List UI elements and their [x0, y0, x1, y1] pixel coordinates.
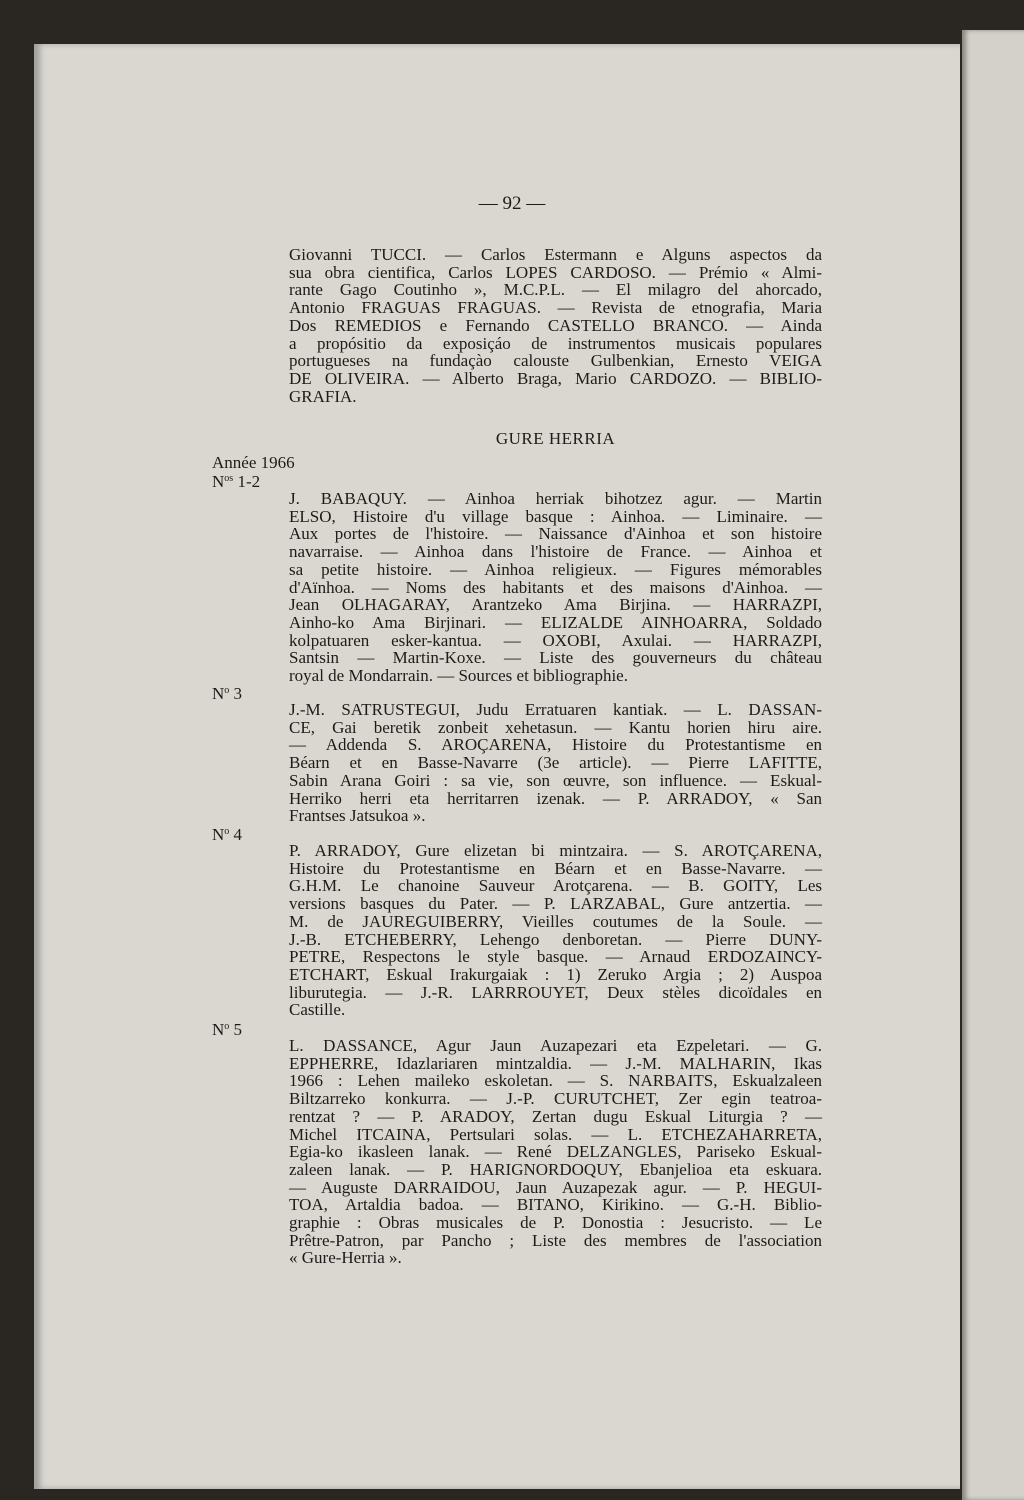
- text-line: royal de Mondarrain. — Sources et bibliographie.: [289, 666, 628, 686]
- issue-contents: [289, 842, 822, 1019]
- text-line: Biltzarreko konkurra. — J.-P. CURUTCHET, Zer egin teatroa-: [289, 1089, 822, 1109]
- text-line: 1966 : Lehen maileko eskoletan. — S. NARBAITS, Eskualzaleen: [289, 1071, 822, 1091]
- text-line: Béarn et en Basse-Navarre (3e article). — Pierre LAFITTE,: [289, 753, 822, 773]
- issue-label-part: 1-2: [233, 472, 261, 491]
- text-line: Jean OLHAGARAY, Arantzeko Ama Birjina. — HARRAZPI,: [289, 595, 822, 615]
- issue-label-part: 3: [229, 684, 243, 703]
- issue-number-label: [212, 825, 242, 845]
- text-line: Herriko herri eta herritarren izenak. — P. ARRADOY, « San: [289, 788, 822, 808]
- text-line: portugueses na fundaçào calouste Gulbenkian, Ernesto VEIGA: [289, 351, 822, 371]
- issue-number-label: [212, 684, 242, 704]
- text-line: Histoire du Protestantisme en Béarn et en Basse-Navarre. —: [289, 858, 822, 878]
- text-line: Aux portes de l'histoire. — Naissance d'Ainhoa et son histoire: [289, 524, 822, 544]
- text-line: versions basques du Pater. — P. LARZABAL, Gure antzertia. —: [289, 894, 822, 914]
- issue-label-part: N: [212, 472, 225, 491]
- issue-label-part: 5: [229, 1020, 243, 1039]
- facing-page-edge: [962, 30, 1024, 1500]
- text-line: Dos REMEDIOS e Fernando CASTELLO BRANCO. — Ainda: [289, 315, 822, 335]
- issue-label-part: o: [224, 1021, 230, 1032]
- text-line: kolpatuaren esker-kantua. — OXOBI, Axulai. — HARRAZPI,: [289, 630, 822, 650]
- text-line: TOA, Artaldia badoa. — BITANO, Kirikino. — G.-H. Biblio-: [289, 1195, 822, 1215]
- text-line: navarraise. — Ainhoa dans l'histoire de France. — Ainhoa et: [289, 542, 822, 562]
- text-line: graphie : Obras musicales de P. Donostia : Jesucristo. — Le: [289, 1213, 822, 1233]
- text-line: ELSO, Histoire d'u village basque : Ainhoa. — Liminaire. —: [289, 506, 822, 526]
- issue-label-part: N: [212, 1020, 225, 1039]
- year-label: Année 1966: [212, 453, 295, 472]
- text-line: Antonio FRAGUAS FRAGUAS. — Revista de etnografia, Maria: [289, 298, 822, 318]
- text-line: Michel ITCAINA, Pertsulari solas. — L. ETCHEZAHARRETA,: [289, 1124, 822, 1144]
- text-line: Giovanni TUCCI. — Carlos Estermann e Alguns aspectos da: [289, 245, 822, 264]
- text-line: M. de JAUREGUIBERRY, Vieilles coutumes de la Soule. —: [289, 911, 822, 931]
- text-line: Ainho-ko Ama Birjinari. — ELIZALDE AINHOARRA, Soldado: [289, 612, 822, 632]
- text-line: G.H.M. Le chanoine Sauveur Arotçarena. — B. GOITY, Les: [289, 876, 822, 896]
- text-line: Egia-ko ikasleen lanak. — René DELZANGLES, Pariseko Eskual-: [289, 1142, 822, 1162]
- text-line: a propósitio da exposiçáo de instrumentos musicais populares: [289, 333, 822, 353]
- issue-contents: [289, 490, 822, 685]
- text-line: L. DASSANCE, Agur Jaun Auzapezari eta Ezpeletari. — G.: [289, 1036, 822, 1055]
- text-line: PETRE, Respectons le style basque. — Arnaud ERDOZAINCY-: [289, 947, 822, 967]
- text-line: liburutegia. — J.-R. LARRROUYET, Deux stèles dicoïdales en: [289, 982, 822, 1002]
- text-line: DE OLIVEIRA. — Alberto Braga, Mario CARDOZO. — BIBLIO-: [289, 368, 822, 388]
- text-line: GRAFIA.: [289, 386, 357, 406]
- text-line: Frantses Jatsukoa ».: [289, 806, 426, 826]
- text-line: rentzat ? — P. ARADOY, Zertan dugu Eskual Liturgia ? —: [289, 1106, 822, 1126]
- text-line: J. BABAQUY. — Ainhoa herriak bihotzez agur. — Martin: [289, 489, 822, 508]
- text-line: Sabin Arana Goiri : sa vie, son œuvre, son influence. — Eskual-: [289, 770, 822, 790]
- text-line: J.-B. ETCHEBERRY, Lehengo denboretan. — Pierre DUNY-: [289, 929, 822, 949]
- issue-label-part: o: [224, 685, 230, 696]
- text-line: ETCHART, Eskual Irakurgaiak : 1) Zeruko Argia ; 2) Auspoa: [289, 964, 822, 984]
- intro-paragraph: [289, 246, 822, 405]
- issue-contents: [289, 701, 822, 825]
- issue-label-part: 4: [229, 825, 243, 844]
- text-line: sua obra cientifica, Carlos LOPES CARDOSO. — Prémio « Almi-: [289, 262, 822, 282]
- issue-label-part: N: [212, 684, 225, 703]
- issue-number-label: [212, 1020, 242, 1040]
- text-line: — Addenda S. AROÇARENA, Histoire du Protestantisme en: [289, 735, 822, 755]
- issue-number-label: [212, 472, 260, 492]
- section-title: GURE HERRIA: [495, 429, 616, 448]
- text-line: Castille.: [289, 1000, 346, 1020]
- text-line: CE, Gai beretik zonbeit xehetasun. — Kantu horien hiru aire.: [289, 717, 822, 737]
- text-line: J.-M. SATRUSTEGUI, Judu Erratuaren kantiak. — L. DASSAN-: [289, 700, 822, 719]
- issue-label-part: N: [212, 825, 225, 844]
- text-line: rante Gago Coutinho », M.C.P.L. — El milagro del ahorcado,: [289, 280, 822, 300]
- text-line: d'Aïnhoa. — Noms des habitants et des maisons d'Ainhoa. —: [289, 577, 822, 597]
- text-line: EPPHERRE, Idazlariaren mintzaldia. — J.-M. MALHARIN, Ikas: [289, 1053, 822, 1073]
- issue-label-part: o: [224, 826, 230, 837]
- text-line: sa petite histoire. — Ainhoa religieux. — Figures mémorables: [289, 559, 822, 579]
- text-line: Prêtre-Patron, par Pancho ; Liste des membres de l'association: [289, 1230, 822, 1250]
- page-number: — 92 —: [478, 193, 546, 214]
- text-line: — Auguste DARRAIDOU, Jaun Auzapezak agur. — P. HEGUI-: [289, 1177, 822, 1197]
- text-line: « Gure-Herria ».: [289, 1248, 402, 1268]
- text-line: zaleen lanak. — P. HARIGNORDOQUY, Ebanjelioa eta eskuara.: [289, 1159, 822, 1179]
- issue-contents: [289, 1037, 822, 1267]
- text-line: P. ARRADOY, Gure elizetan bi mintzaira. — S. AROTÇARENA,: [289, 841, 822, 860]
- issue-label-part: os: [224, 473, 234, 484]
- text-line: Santsin — Martin-Koxe. — Liste des gouverneurs du château: [289, 648, 822, 668]
